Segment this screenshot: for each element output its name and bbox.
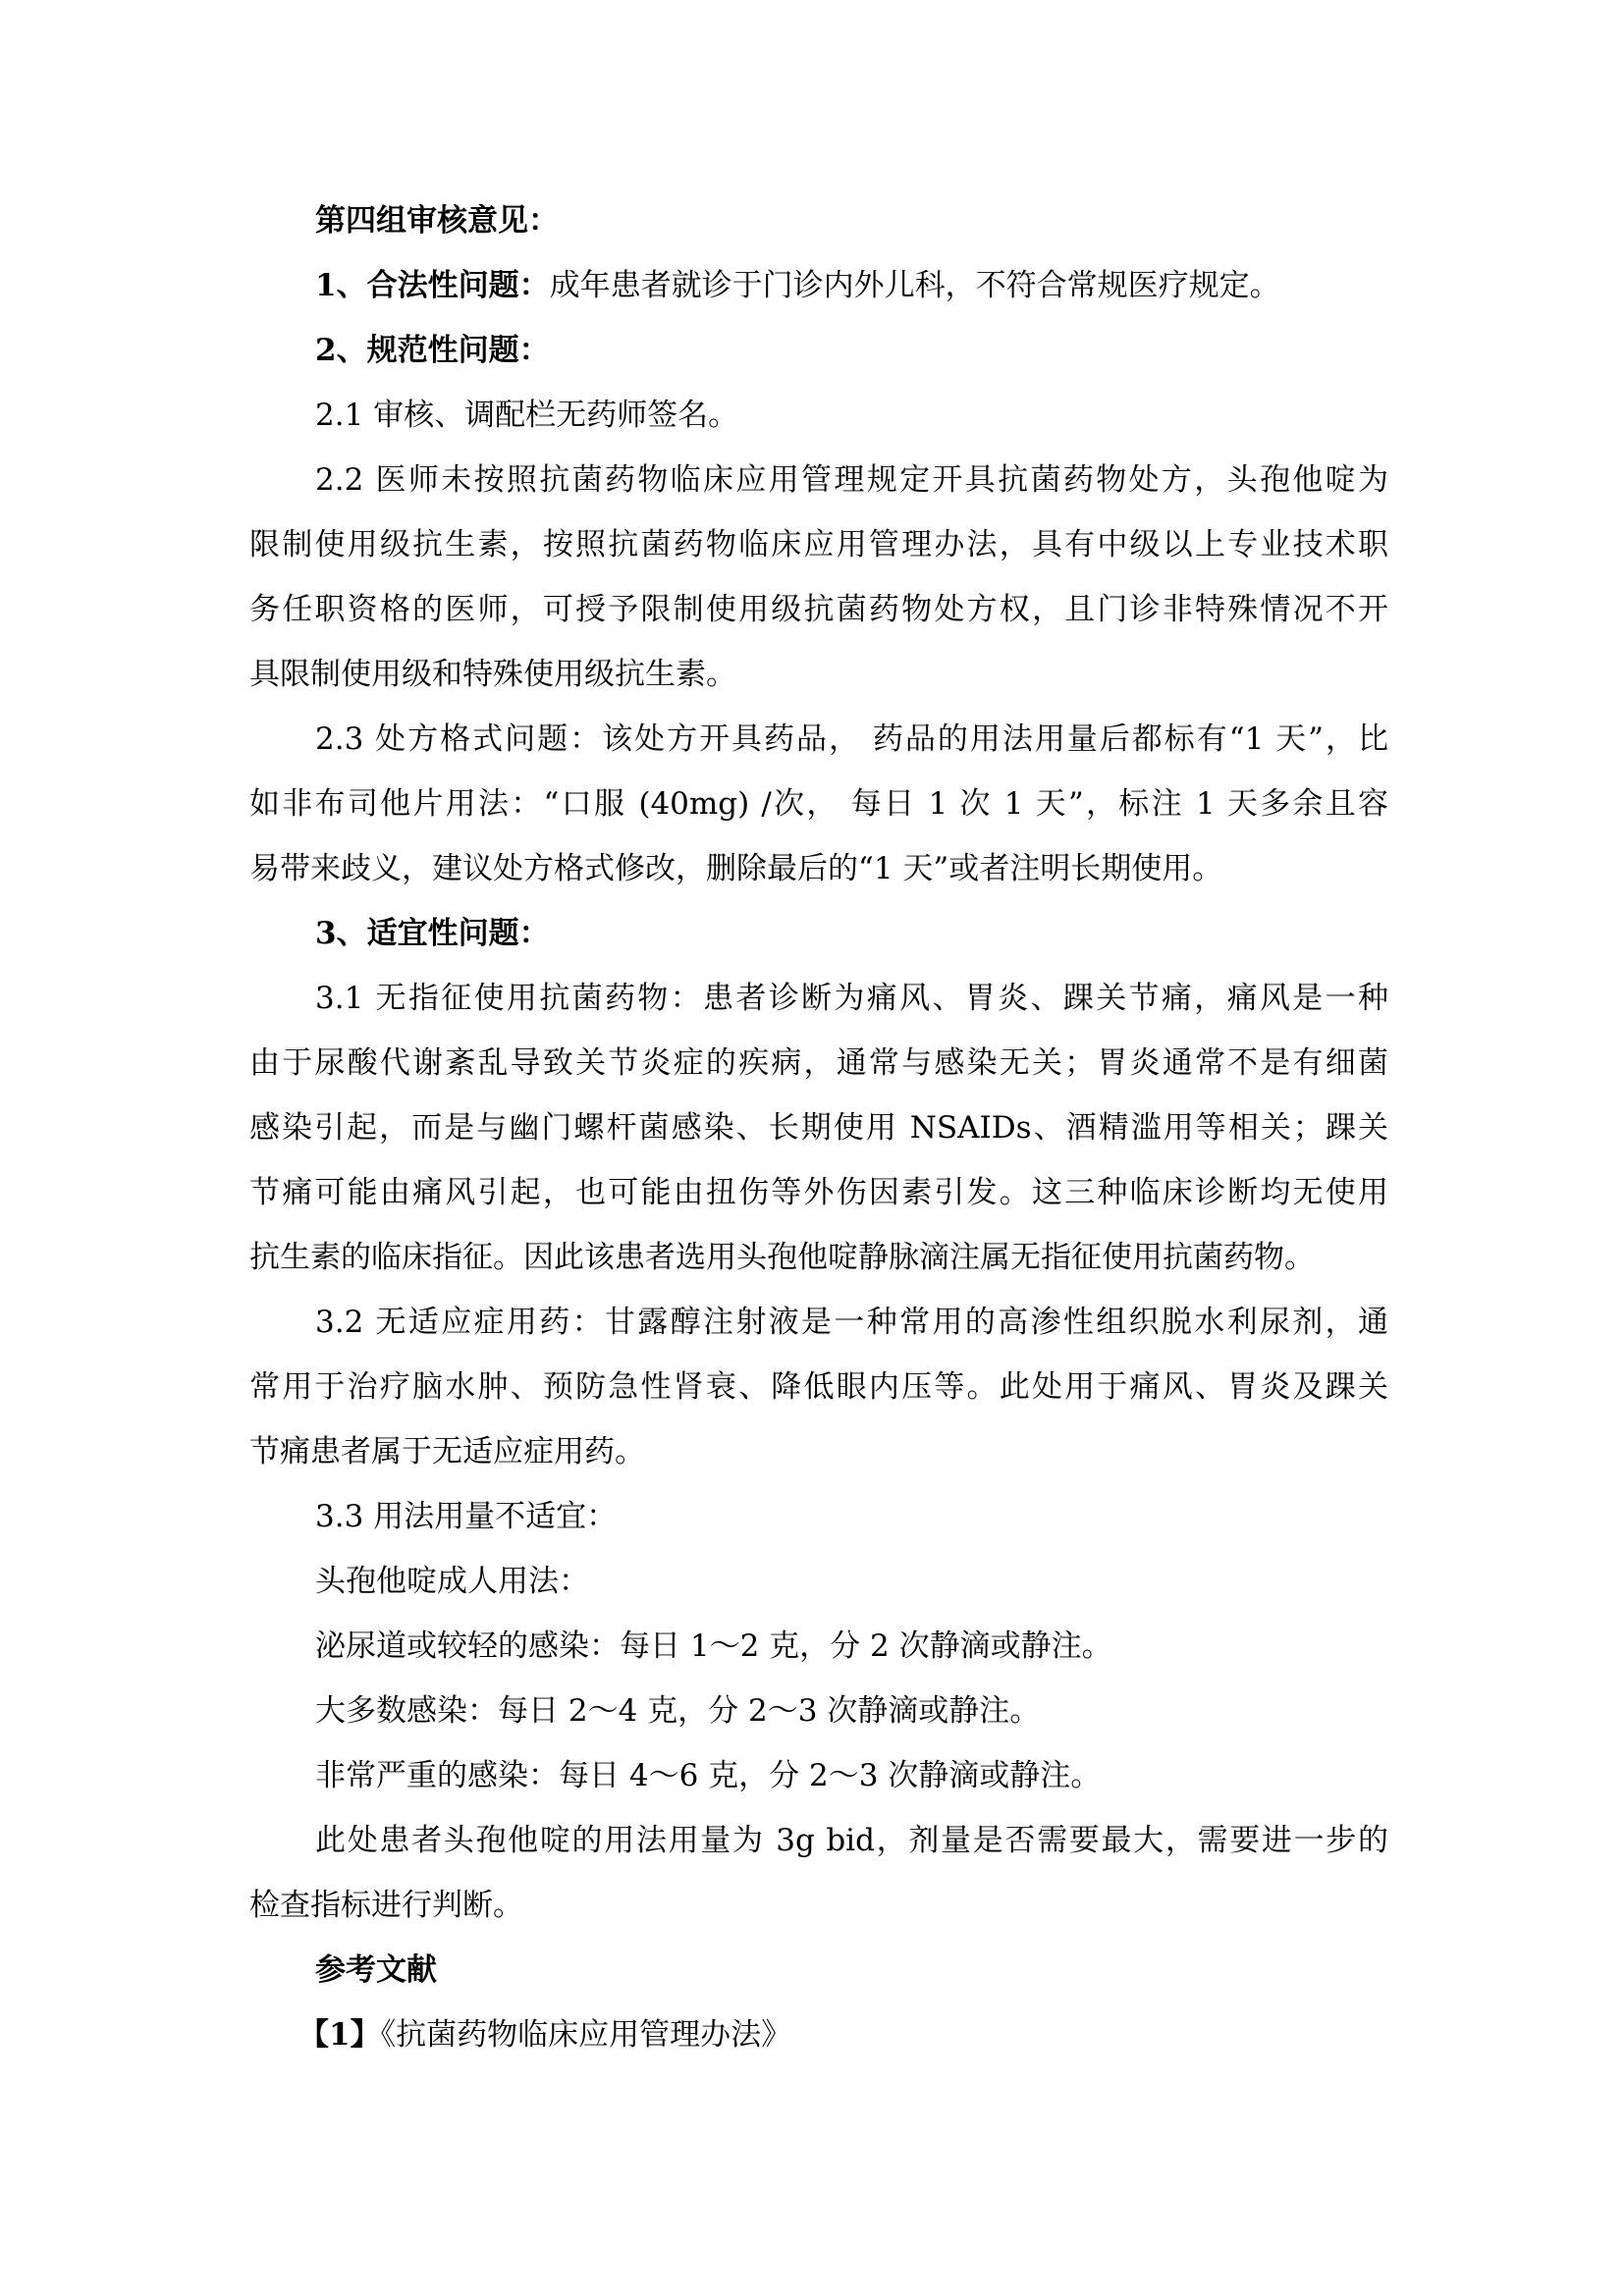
paragraph-2-3 [249, 720, 1388, 888]
paragraph-line: 2.2 医师未按照抗菌药物临床应用管理规定开具抗菌药物处方，头孢他啶为 [315, 462, 1388, 498]
legality-label: 1、合法性问题： [315, 268, 550, 303]
suitability-heading: 3、适宜性问题： [315, 916, 550, 951]
section-title: 第四组审核意见： [315, 203, 559, 239]
reference-number: 【1】 [298, 2017, 381, 2053]
standard-heading: 2、规范性问题： [315, 333, 550, 368]
reference-title: 《抗菌药物临床应用管理办法》 [380, 2017, 792, 2053]
paragraph-3-3: 3.3 用法用量不适宜： [315, 1499, 618, 1534]
paragraph-line: 检查指标进行判断。 [249, 1888, 523, 1923]
paragraph-line: 感染引起，而是与幽门螺杆菌感染、长期使用 NSAIDs、酒精滥用等相关；踝关 [249, 1110, 1388, 1146]
paragraph-3-2 [249, 1303, 1388, 1471]
reference-item [249, 2015, 1388, 2055]
severe-infection-line: 非常严重的感染：每日 4～6 克，分 2～3 次静滴或静注。 [315, 1758, 1102, 1793]
paragraph-line: 此处患者头孢他啶的用法用量为 3g bid，剂量是否需要最大，需要进一步的 [315, 1823, 1388, 1858]
legality-text: 成年患者就诊于门诊内外儿科，不符合常规医疗规定。 [549, 268, 1280, 303]
paragraph-line: 3.1 无指征使用抗菌药物：患者诊断为痛风、胃炎、踝关节痛，痛风是一种 [315, 981, 1388, 1016]
conclusion-paragraph [249, 1821, 1388, 1925]
document-page [249, 201, 1388, 2080]
adult-usage-line: 头孢他啶成人用法： [315, 1564, 589, 1599]
references-heading: 参考文献 [315, 1952, 437, 1988]
paragraph-line: 限制使用级抗生素，按照抗菌药物临床应用管理办法，具有中级以上专业技术职 [249, 527, 1388, 562]
paragraph-line: 由于尿酸代谢紊乱导致关节炎症的疾病，通常与感染无关；胃炎通常不是有细菌 [249, 1045, 1388, 1081]
paragraph-line: 务任职资格的医师，可授予限制使用级抗菌药物处方权，且门诊非特殊情况不开 [249, 592, 1388, 627]
paragraph-line: 易带来歧义，建议处方格式修改，删除最后的“1 天”或者注明长期使用。 [249, 851, 1223, 886]
paragraph-2-2 [249, 460, 1388, 694]
paragraph-line: 3.2 无适应症用药：甘露醇注射液是一种常用的高渗性组织脱水利尿剂，通 [315, 1305, 1388, 1340]
paragraph-3-1 [249, 979, 1388, 1277]
most-infection-line: 大多数感染：每日 2～4 克，分 2～3 次静滴或静注。 [315, 1693, 1041, 1729]
paragraph-line: 2.3 处方格式问题：该处方开具药品， 药品的用法用量后都标有“1 天”，比 [315, 721, 1388, 757]
legality-paragraph [249, 266, 1388, 305]
paragraph-line: 节痛患者属于无适应症用药。 [249, 1434, 645, 1469]
paragraph-line: 常用于治疗脑水肿、预防急性肾衰、降低眼内压等。此处用于痛风、胃炎及踝关 [249, 1369, 1388, 1405]
paragraph-line: 抗生素的临床指征。因此该患者选用头孢他啶静脉滴注属无指征使用抗菌药物。 [249, 1240, 1315, 1275]
paragraph-line: 具限制使用级和特殊使用级抗生素。 [249, 657, 736, 692]
paragraph-line: 如非布司他片用法：“口服 (40mg) /次， 每日 1 次 1 天”，标注 1 天多余且容 [249, 786, 1388, 822]
paragraph-2-1: 2.1 审核、调配栏无药师签名。 [315, 398, 739, 433]
urinary-infection-line: 泌尿道或较轻的感染：每日 1～2 克，分 2 次静滴或静注。 [315, 1629, 1112, 1664]
paragraph-line: 节痛可能由痛风引起，也可能由扭伤等外伤因素引发。这三种临床诊断均无使用 [249, 1175, 1388, 1210]
